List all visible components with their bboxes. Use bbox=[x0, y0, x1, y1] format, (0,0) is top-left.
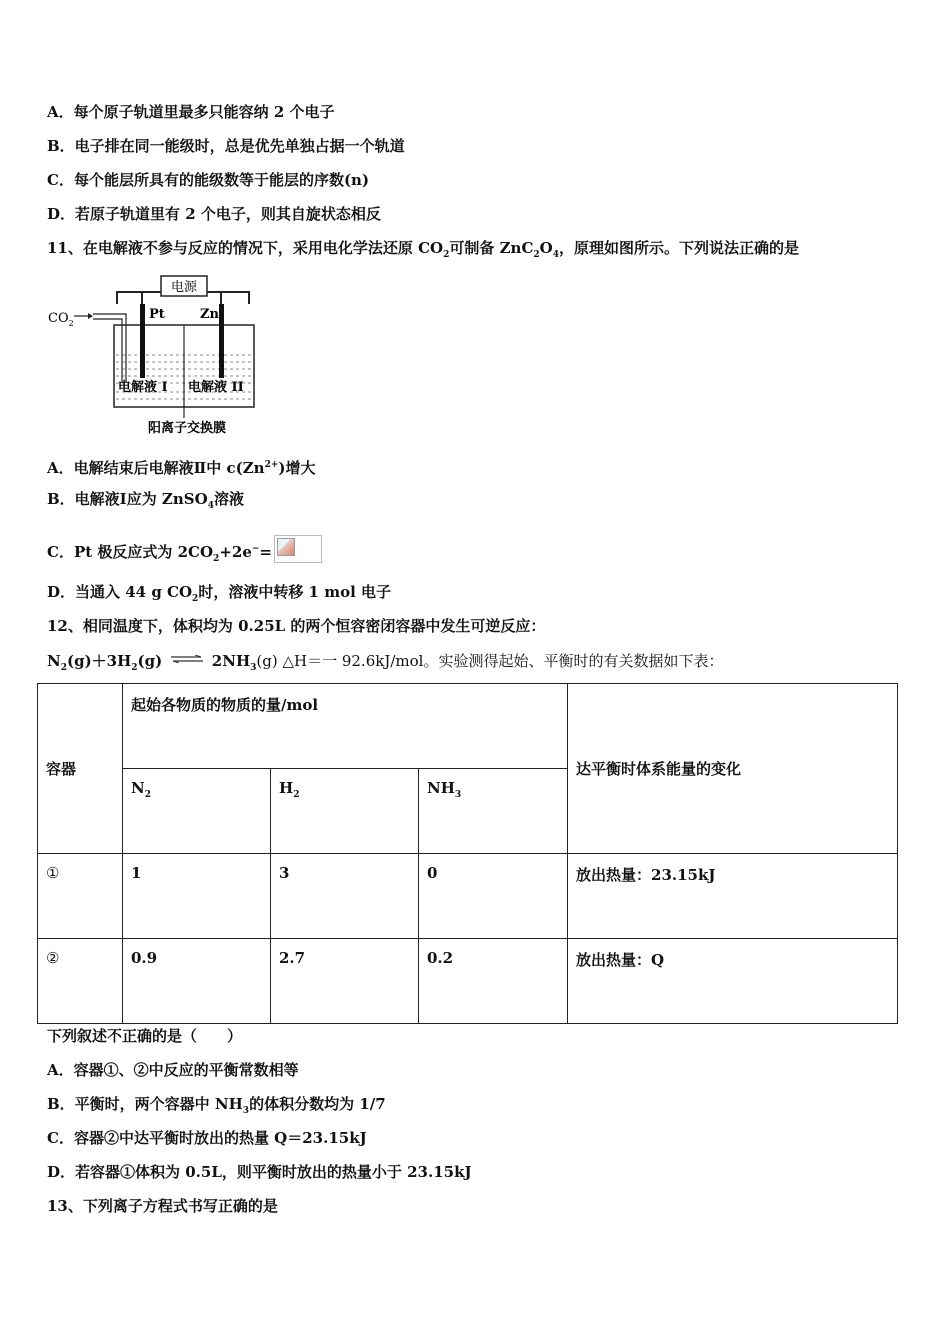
table-row bbox=[38, 854, 898, 939]
cell-n2: 1 bbox=[123, 854, 271, 939]
cell-nh3: 0.2 bbox=[419, 939, 568, 1024]
equilibrium-arrow-icon bbox=[171, 655, 203, 663]
zn-electrode bbox=[219, 304, 224, 378]
zn-label: Zn bbox=[200, 307, 219, 322]
header-energy-change: 达平衡时体系能量的变化 bbox=[568, 684, 898, 854]
cell-h2: 3 bbox=[271, 854, 419, 939]
q12-option-b: B．平衡时，两个容器中 $NH_3$的体积分数均为 1/7 bbox=[47, 1095, 386, 1116]
q12-stem: 12、相同温度下，体积均为 0.25L 的两个恒容密闭容器中发生可逆反应： bbox=[47, 617, 546, 635]
pt-label: Pt bbox=[149, 307, 165, 322]
electrolysis-diagram bbox=[44, 270, 274, 442]
q11-option-a: A．电解结束后电解液Ⅱ中 $c(Zn^{2+})$增大 bbox=[47, 459, 316, 477]
q10-option-d: D．若原子轨道里有 2 个电子，则其自旋状态相反 bbox=[47, 205, 381, 223]
cell-energy: 放出热量：23.15kJ bbox=[568, 854, 898, 939]
header-h2: $H_2$ bbox=[271, 769, 419, 854]
row-label: ② bbox=[38, 939, 123, 1024]
q12-option-c: C．容器②中达平衡时放出的热量 Q＝23.15kJ bbox=[47, 1129, 367, 1147]
solution-1-label: 电解液 I bbox=[118, 380, 168, 395]
row-label: ① bbox=[38, 854, 123, 939]
q12-data-table bbox=[37, 683, 898, 1024]
header-nh3: $NH_3$ bbox=[419, 769, 568, 854]
q11-stem: 11、在电解液不参与反应的情况下，采用电化学法还原 $CO_2$可制备 $ZnC_2O_4$，原理如图所示。下列说法正确的是 bbox=[47, 239, 800, 260]
q10-option-a: A．每个原子轨道里最多只能容纳 2 个电子 bbox=[47, 103, 335, 121]
q13-stem: 13、下列离子方程式书写正确的是 bbox=[47, 1197, 278, 1215]
q10-option-b: B．电子排在同一能级时，总是优先单独占据一个轨道 bbox=[47, 137, 405, 155]
cell-nh3: 0 bbox=[419, 854, 568, 939]
broken-image-icon bbox=[274, 535, 322, 563]
membrane-label: 阳离子交换膜 bbox=[148, 421, 227, 436]
co2-label: $CO_2$ bbox=[48, 311, 74, 328]
cell-h2: 2.7 bbox=[271, 939, 419, 1024]
header-start-amount: 起始各物质的物质的量/mol bbox=[123, 684, 568, 769]
q12-equation: $N_2(g)+3H_2(g)$ $2NH_3(g)$ △H＝一 92.6kJ/mol。实验测得起始、平衡时的有关数据如下表： bbox=[47, 652, 724, 673]
header-container: 容器 bbox=[38, 684, 123, 854]
power-source-label: 电源 bbox=[170, 280, 198, 295]
solution-2-label: 电解液 II bbox=[188, 380, 244, 395]
header-n2: $N_2$ bbox=[123, 769, 271, 854]
q12-option-a: A．容器①、②中反应的平衡常数相等 bbox=[47, 1061, 299, 1079]
table-row bbox=[38, 939, 898, 1024]
pt-electrode bbox=[140, 304, 145, 378]
q12-option-d: D．若容器①体积为 0.5L，则平衡时放出的热量小于 23.15kJ bbox=[47, 1163, 472, 1181]
cell-energy: 放出热量：Q bbox=[568, 939, 898, 1024]
q11-option-b: B．电解液Ⅰ应为 ZnSO$_4$溶液 bbox=[47, 490, 244, 511]
q12-question: 下列叙述不正确的是（ ） bbox=[47, 1027, 243, 1045]
q10-option-c: C．每个能层所具有的能级数等于能层的序数(n) bbox=[47, 171, 370, 189]
q11-option-d: D．当通入 44 g $CO_2$时，溶液中转移 1 mol 电子 bbox=[47, 583, 391, 604]
cell-n2: 0.9 bbox=[123, 939, 271, 1024]
q11-option-c: C．Pt 极反应式为 $2CO_2+2e^-=$ bbox=[47, 535, 322, 569]
